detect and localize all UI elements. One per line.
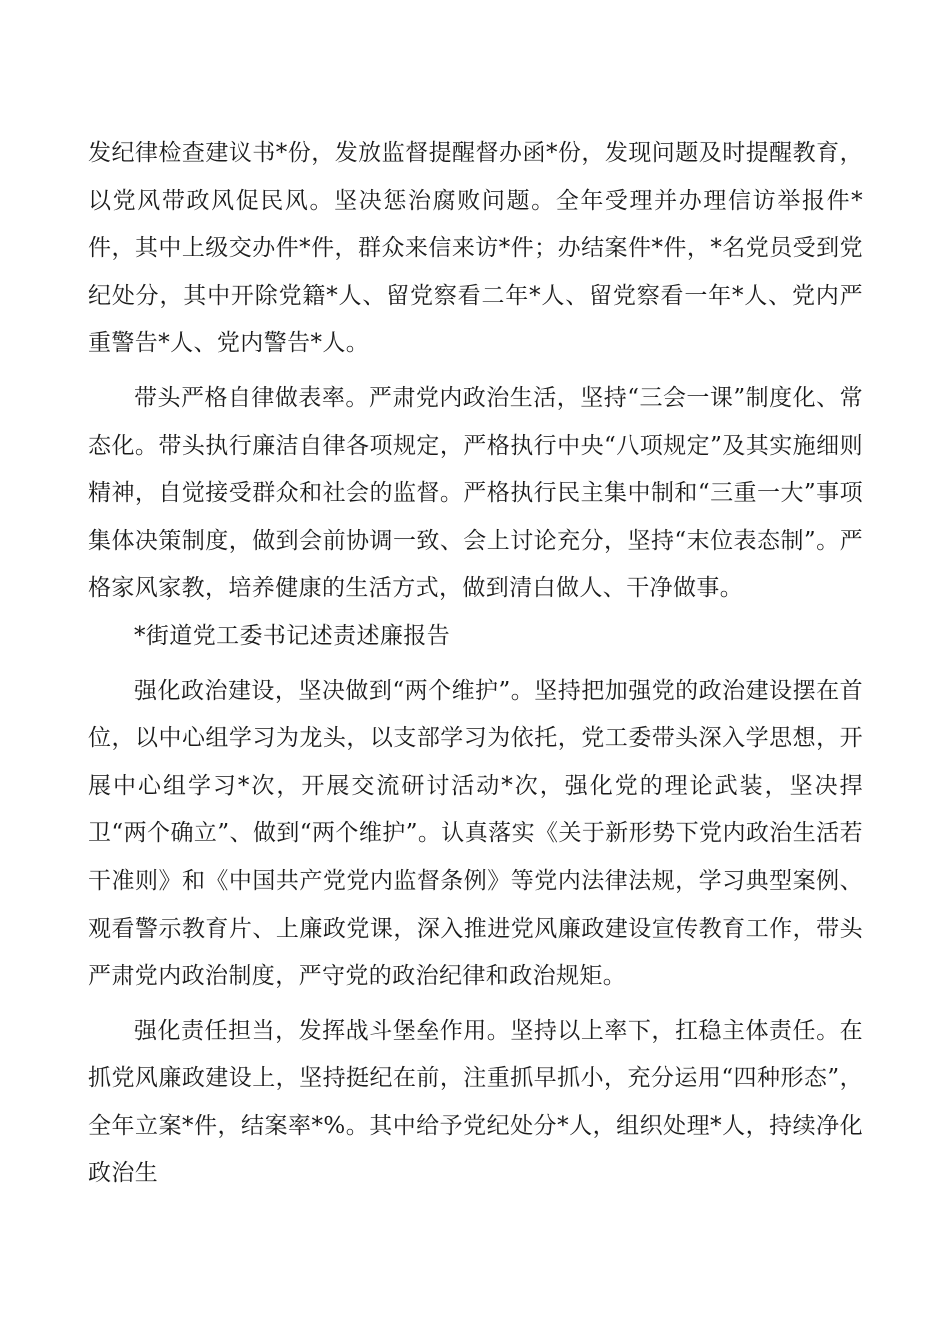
- paragraph-discipline-cases: 发纪律检查建议书*份，发放监督提醒督办函*份，发现问题及时提醒教育，以党风带政风促民风。坚决惩治腐败问题。全年受理并办理信访举报件*件，其中上级交办件*件，群众来信来访*件；办结案件*件，*名党员受到党纪处分，其中开除党籍*人、留党察看二年*人、留党察看一年*人、党内严重警告*人、党内警告*人。: [88, 140, 863, 357]
- paragraph-responsibility: 强化责任担当，发挥战斗堡垒作用。坚持以上率下，扛稳主体责任。在抓党风廉政建设上，坚持挺纪在前，注重抓早抓小，充分运用“四种形态”，全年立案*件，结案率*%。其中给予党纪处分*人，组织处理*人，持续净化政治生: [88, 1017, 863, 1187]
- document-body: [88, 130, 863, 1198]
- paragraph-self-discipline: 带头严格自律做表率。严肃党内政治生活，坚持“三会一课”制度化、常态化。带头执行廉洁自律各项规定，严格执行中央“八项规定”及其实施细则精神，自觉接受群众和社会的监督。严格执行民主集中制和“三重一大”事项集体决策制度，做到会前协调一致、会上讨论充分，坚持“末位表态制”。严格家风家教，培养健康的生活方式，做到清白做人、干净做事。: [88, 384, 863, 602]
- paragraph-political-building: 强化政治建设，坚决做到“两个维护”。坚持把加强党的政治建设摆在首位，以中心组学习为龙头，以支部学习为依托，党工委带头深入学思想，开展中心组学习*次，开展交流研讨活动*次，强化党的理论武装，坚决捍卫“两个确立”、做到“两个维护”。认真落实《关于新形势下党内政治生活若干准则》和《中国共产党党内监督条例》等党内法律法规，学习典型案例、观看警示教育片、上廉政党课，深入推进党风廉政建设宣传教育工作，带头严肃党内政治制度，严守党的政治纪律和政治规矩。: [88, 677, 863, 990]
- section-heading: *街道党工委书记述责述廉报告: [134, 622, 451, 649]
